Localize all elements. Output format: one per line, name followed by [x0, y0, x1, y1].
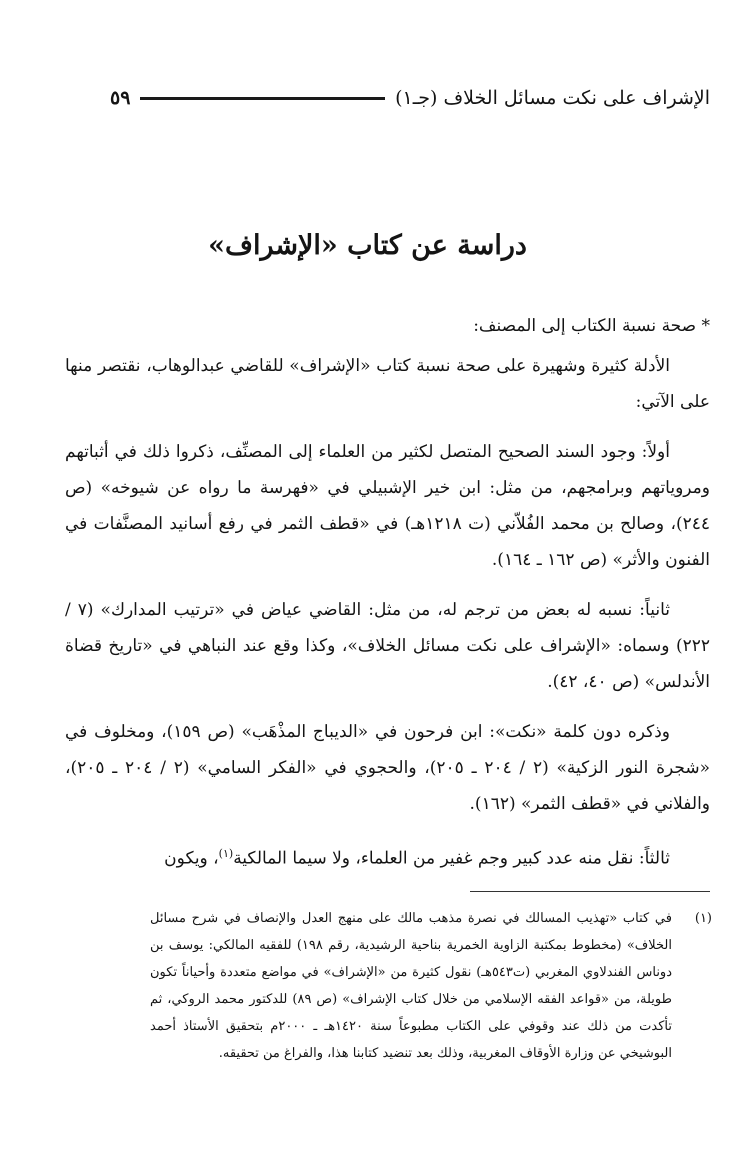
running-header — [110, 82, 710, 114]
header-rule — [140, 97, 385, 100]
paragraph-tail: ، ويكون — [164, 848, 219, 869]
paragraph-last — [65, 836, 710, 877]
footnote-marker: (١) — [694, 911, 712, 926]
footnote-reference[interactable]: (١) — [218, 847, 234, 860]
section-heading: * صحة نسبة الكتاب إلى المصنف: — [473, 316, 710, 336]
body-text — [65, 308, 710, 891]
paragraph: ثانياً: نسبه له بعض من ترجم له، من مثل: القاضي عياض في «ترتيب المدارك» (٧ / ٢٢٢) وسماه: «الإشراف على نكت مسائل الخلاف»، وكذا وقع عند النباهي في «تاريخ قضاة الأندلس» (ص ٤٠، ٤٢). — [65, 600, 710, 692]
footnote-separator — [470, 891, 710, 892]
paragraph: الأدلة كثيرة وشهيرة على صحة نسبة كتاب «الإشراف» للقاضي عبدالوهاب، نقتصر منها على الآتي: — [65, 356, 710, 412]
footnote-text: في كتاب «تهذيب المسالك في نصرة مذهب مالك على منهج العدل والإنصاف في شرح مسائل الخلاف» (مخطوط بمكتبة الزاوية الخمرية بناحية الرشيدية، رقم ١٩٨) للفقيه المالكي: يوسف بن دوناس الفندلاوي المغربي (ت٥٤٣هـ) نقول كثيرة من «الإشراف» في مواضع متعددة وأحياناً تكون طويلة، من «قواعد الفقه الإسلامي من خلال كتاب الإشراف» (ص ٨٩) للدكتور محمد الروكي، ثم تأكدت من ذلك عند وقوفي على الكتاب مطبوعاً سنة ١٤٢٠هـ ـ ٢٠٠٠م بتحقيق الأستاذ أحمد البوشيخي عن وزارة الأوقاف المغربية، وذلك بعد تنضيد كتابنا هذا، والفراغ من تحقيقه. — [150, 911, 673, 1061]
running-title: الإشراف على نكت مسائل الخلاف (جـ١) — [395, 87, 710, 109]
paragraph: أولاً: وجود السند الصحيح المتصل لكثير من العلماء إلى المصنِّف، ذكروا ذلك في أثباتهم ومروياتهم وبرامجهم، من مثل: ابن خير الإشبيلي في «فهرسة ما رواه عن شيوخه» (ص ٢٤٤)، وصالح بن محمد الفُلاّني (ت ١٢١٨هـ) في «قطف الثمر في رفع أسانيد المصنَّفات في الفنون والأثر» (ص ١٦٢ ـ ١٦٤). — [65, 442, 710, 570]
paragraph: وذكره دون كلمة «نكت»: ابن فرحون في «الديباج المذْهَب» (ص ١٥٩)، ومخلوف في «شجرة النور الزكية» (٢ / ٢٠٤ ـ ٢٠٥)، والحجوي في «الفكر السامي» (٢ / ٢٠٤ ـ ٢٠٥)، والفلاني في «قطف الثمر» (١٦٢). — [65, 722, 710, 814]
page-number: ٥٩ — [110, 87, 131, 109]
paragraph-text: ثالثاً: نقل منه عدد كبير وجم غفير من العلماء، ولا سيما المالكية — [233, 848, 670, 869]
footnote-item — [150, 905, 712, 1067]
chapter-title: دراسة عن كتاب «الإشراف» — [208, 230, 527, 261]
footnotes — [150, 905, 712, 1067]
